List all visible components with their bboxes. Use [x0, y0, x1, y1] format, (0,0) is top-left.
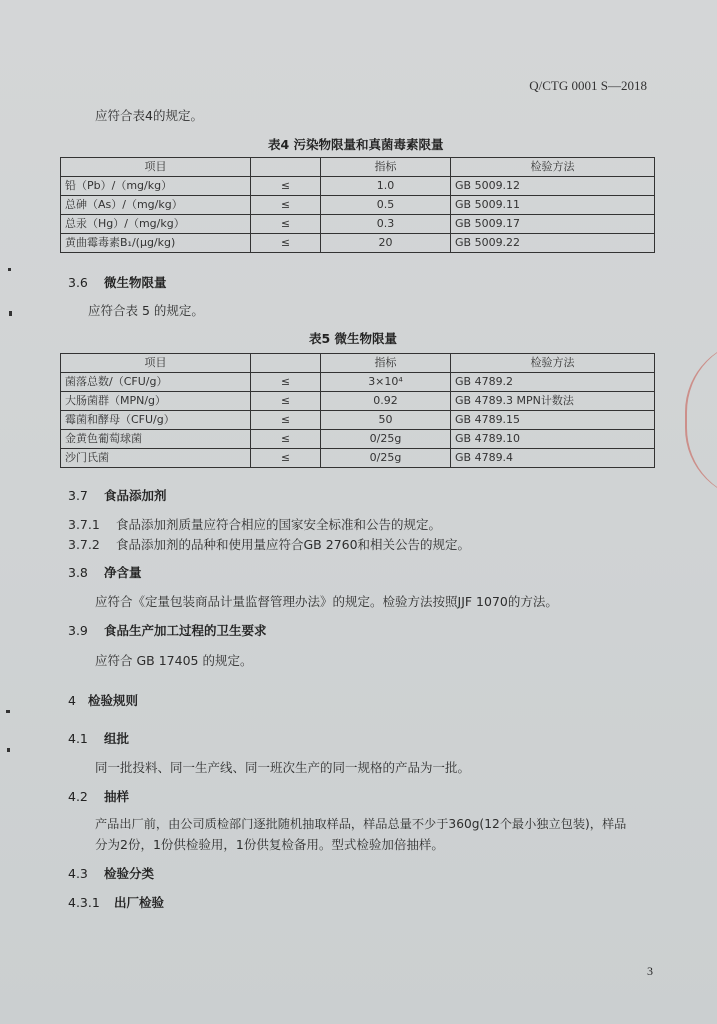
section-number: 4.2 [68, 789, 88, 804]
section-title: 组批 [104, 731, 130, 746]
scan-speck [8, 268, 11, 271]
table-cell: 菌落总数/（CFU/g） [61, 373, 251, 392]
table-cell: ≤ [251, 177, 321, 196]
table-cell: 总砷（As）/（mg/kg） [61, 196, 251, 215]
table-cell: GB 4789.2 [451, 373, 655, 392]
section-title: 微生物限量 [104, 275, 167, 290]
table-cell: ≤ [251, 449, 321, 468]
table-cell: GB 4789.4 [451, 449, 655, 468]
table-cell: GB 5009.17 [451, 215, 655, 234]
table4-header-item: 项目 [61, 158, 251, 177]
table-cell: 0.92 [321, 392, 451, 411]
table-cell: ≤ [251, 196, 321, 215]
section-3-8-heading [68, 563, 142, 581]
section-4-heading [68, 691, 138, 709]
section-4-2-line2: 分为2份，1份供检验用，1份供复检备用。型式检验加倍抽样。 [95, 837, 444, 852]
table-cell: 1.0 [321, 177, 451, 196]
table-cell: GB 4789.3 MPN计数法 [451, 392, 655, 411]
section-number: 4 [68, 693, 76, 708]
table-cell: 总汞（Hg）/（mg/kg） [61, 215, 251, 234]
table5-header-blank [251, 354, 321, 373]
page-number: 3 [647, 964, 653, 978]
scan-speck [7, 748, 10, 752]
section-title: 出厂检验 [114, 895, 165, 910]
section-4-3-1-heading [68, 893, 164, 911]
section-3-6-text: 应符合表 5 的规定。 [88, 303, 204, 318]
table-cell: GB 5009.11 [451, 196, 655, 215]
table5-header-item: 项目 [61, 354, 251, 373]
section-title: 检验规则 [88, 693, 139, 708]
table4-header-blank [251, 158, 321, 177]
table-cell: GB 4789.15 [451, 411, 655, 430]
section-3-7-2 [68, 535, 470, 553]
table-cell: 霉菌和酵母（CFU/g） [61, 411, 251, 430]
table5-header-method: 检验方法 [451, 354, 655, 373]
table-cell: GB 4789.10 [451, 430, 655, 449]
table-cell: ≤ [251, 430, 321, 449]
standard-code: Q/CTG 0001 S—2018 [529, 78, 647, 93]
table-cell: 金黄色葡萄球菌 [61, 430, 251, 449]
table-cell: 0/25g [321, 449, 451, 468]
section-title: 抽样 [104, 789, 130, 804]
section-3-8-text: 应符合《定量包装商品计量监督管理办法》的规定。检验方法按照JJF 1070的方法。 [95, 594, 558, 609]
scan-speck [9, 311, 12, 316]
table-cell: ≤ [251, 234, 321, 253]
table5 [60, 353, 655, 468]
section-text: 食品添加剂质量应符合相应的国家安全标准和公告的规定。 [116, 517, 442, 532]
table-cell: 50 [321, 411, 451, 430]
table-row [61, 373, 655, 392]
section-number: 4.3.1 [68, 895, 100, 910]
table-cell: 0/25g [321, 430, 451, 449]
table-row [61, 449, 655, 468]
table-cell: ≤ [251, 373, 321, 392]
section-text: 食品添加剂的品种和使用量应符合GB 2760和相关公告的规定。 [116, 537, 471, 552]
table-cell: 黄曲霉毒素B₁/(μg/kg) [61, 234, 251, 253]
table4-header-row [61, 158, 655, 177]
section-title: 检验分类 [104, 866, 155, 881]
section-number: 3.6 [68, 275, 88, 290]
section-number: 4.1 [68, 731, 88, 746]
table-cell: 20 [321, 234, 451, 253]
section-4-2-line1: 产品出厂前，由公司质检部门逐批随机抽取样品，样品总量不少于360g(12个最小独立包装)，样品 [95, 817, 627, 831]
section-4-3-heading [68, 864, 154, 882]
table5-header-row [61, 354, 655, 373]
section-title: 食品生产加工过程的卫生要求 [104, 623, 267, 638]
table-cell: GB 5009.22 [451, 234, 655, 253]
intro-text: 应符合表4的规定。 [95, 108, 203, 123]
table-cell: 3×10⁴ [321, 373, 451, 392]
section-4-1-heading [68, 729, 129, 747]
table-row [61, 234, 655, 253]
section-4-1-text: 同一批投料、同一生产线、同一班次生产的同一规格的产品为一批。 [95, 760, 471, 775]
table5-header-limit: 指标 [321, 354, 451, 373]
section-number: 3.7.1 [68, 517, 100, 532]
table-cell: 铅（Pb）/（mg/kg） [61, 177, 251, 196]
section-3-7-heading [68, 486, 167, 504]
table-cell: 0.5 [321, 196, 451, 215]
table4-header-method: 检验方法 [451, 158, 655, 177]
table-row [61, 430, 655, 449]
section-title: 净含量 [104, 565, 142, 580]
table-cell: ≤ [251, 215, 321, 234]
section-number: 3.9 [68, 623, 88, 638]
table-cell: 沙门氏菌 [61, 449, 251, 468]
table-row [61, 215, 655, 234]
table4-caption: 表4 污染物限量和真菌毒素限量 [268, 137, 444, 152]
table-cell: ≤ [251, 392, 321, 411]
table5-caption: 表5 微生物限量 [309, 331, 398, 346]
table-cell: 大肠菌群（MPN/g） [61, 392, 251, 411]
table-cell: ≤ [251, 411, 321, 430]
section-4-2-heading [68, 787, 129, 805]
table4-header-limit: 指标 [321, 158, 451, 177]
section-3-9-heading [68, 621, 267, 639]
section-number: 3.7.2 [68, 537, 100, 552]
section-number: 3.7 [68, 488, 88, 503]
table4 [60, 157, 655, 253]
section-number: 3.8 [68, 565, 88, 580]
section-3-9-text: 应符合 GB 17405 的规定。 [95, 653, 253, 668]
section-title: 食品添加剂 [104, 488, 167, 503]
table-row [61, 177, 655, 196]
section-3-6-heading [68, 273, 167, 291]
table-row [61, 411, 655, 430]
table-cell: GB 5009.12 [451, 177, 655, 196]
table-row [61, 196, 655, 215]
table-row [61, 392, 655, 411]
section-number: 4.3 [68, 866, 88, 881]
section-3-7-1 [68, 515, 441, 533]
seal-stamp-edge [685, 340, 717, 500]
table-cell: 0.3 [321, 215, 451, 234]
scan-speck [6, 710, 10, 713]
